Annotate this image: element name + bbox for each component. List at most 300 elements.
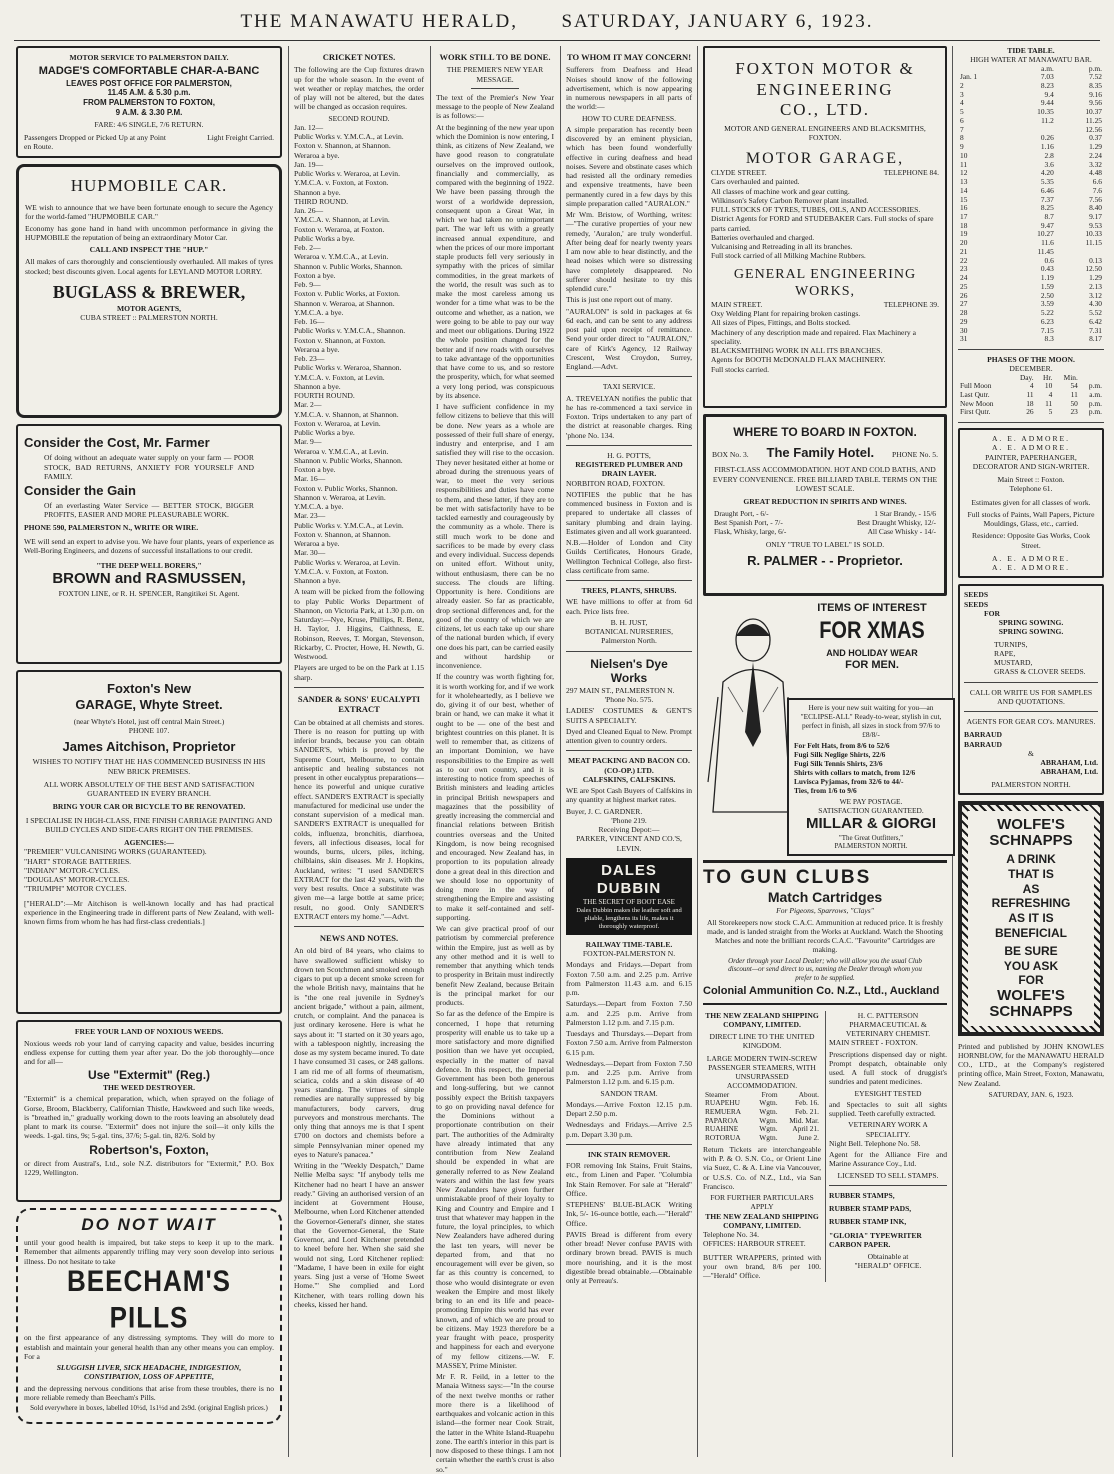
tide-row-cell: 4.30 bbox=[1089, 299, 1102, 309]
colonial-ammunition: Colonial Ammunition Co. N.Z., Ltd., Auckland bbox=[703, 985, 940, 998]
fixture-line: Weraroa a bye. bbox=[294, 150, 340, 160]
tide-row-cell: 9 bbox=[960, 142, 964, 152]
tide-row-cell: 15 bbox=[960, 194, 968, 204]
nielsen-title-1: Nielsen's Dye bbox=[590, 656, 668, 671]
xmas-item: For Felt Hats, from 8/6 to 52/6 bbox=[794, 741, 890, 751]
tide-row bbox=[958, 318, 1104, 327]
seed-items bbox=[964, 640, 1098, 677]
tide-row-cell: 8.7 bbox=[1044, 211, 1054, 221]
wolfe-line-7: BE SURE bbox=[1004, 944, 1058, 959]
tide-row-cell: 20 bbox=[960, 238, 968, 248]
tide-row-cell: 4.48 bbox=[1089, 168, 1102, 178]
tide-row-cell: 0.26 bbox=[1040, 133, 1054, 143]
tide-row bbox=[958, 230, 1104, 239]
tide-row bbox=[958, 108, 1104, 117]
motor-garage-services bbox=[711, 177, 939, 260]
shipping-row-cell: Wgtn. bbox=[759, 1124, 778, 1134]
work-text-6: So far as the defence of the Empire is concerned, I hope that returning prosperity will enable us to take up a more satisfactory and more dignified position than we have yet occupied, especially in the matter of naval defence. In this respect, the Imperial Government has been both generous and long-suffering, but we cannot possibly expect the British taxpayers to go on providing naval defence for the Dominions without a proportionate contribution on their part. The authorities of the Admiralty have already intimated that any contribution from New Zealand should be expended in what are generally referred to as New Zealand waters and within the last few years New Zealanders have given further unmistakable proof of their loyalty to King and Country and Empire and I trust that whatever may happen in the future, the loyal principles, to which New Zealanders have adhered during the last ten years, will never be departed from, and that no encouragement will ever be given, so far as this country is concerned, to those who would disintegrate or even weaken the Empire and most likely bring to an end its life and peace-promoting Empire this world has ever known, and of which we are proud to be citizens. May 1923 therefore be a year fraught with peace, prosperity and happiness for each and everyone of my fellow citizens.—W. F. MASSEY, Prime Minister. bbox=[436, 1009, 554, 1370]
xmas-line-1: ITEMS OF INTEREST bbox=[817, 602, 927, 614]
moon-row-cell: 11 bbox=[1070, 389, 1078, 399]
shipping-row-cell: RUAPEHU bbox=[705, 1098, 740, 1108]
tide-row-cell: 5.52 bbox=[1089, 308, 1102, 318]
tide-row bbox=[958, 178, 1104, 187]
wolfe-line-6: BENEFICIAL bbox=[995, 925, 1067, 940]
garage-service-line: Batteries overhauled and charged. bbox=[711, 232, 815, 242]
tide-row bbox=[958, 327, 1104, 336]
tide-row-cell: 11.45 bbox=[1037, 246, 1054, 256]
gun-order: Order through your Local Dealer; who will allow you the usual Club discount—or send direct to us, naming the Dealer through whom you prefer to be supplied. bbox=[728, 956, 922, 982]
column-2 bbox=[294, 46, 424, 1461]
moon-row-cell: 4 bbox=[1029, 381, 1034, 391]
tide-row bbox=[958, 73, 1104, 82]
foxton-motor-title-1: FOXTON MOTOR & bbox=[735, 59, 915, 78]
column-rule bbox=[430, 46, 431, 1457]
fixture-line: Y.M.C.A. v. Shannon, at Levin. bbox=[294, 215, 390, 225]
fixture-line: Mar. 30— bbox=[294, 548, 326, 558]
tide-table bbox=[958, 65, 1104, 345]
extermit-use: Use "Extermit" (Reg.) bbox=[87, 1068, 211, 1083]
hotel-price-row-cell: Flask, Whisky, large, 6/- bbox=[714, 526, 787, 536]
nielsen-text-1: LADIES' COSTUMES & GENT'S SUITS A SPECIALTY. bbox=[566, 706, 692, 725]
tide-row-cell: 0.6 bbox=[1044, 255, 1054, 265]
dales-dubbin-sub: THE SECRET OF BOOT EASE bbox=[583, 898, 675, 907]
tide-row-cell: 26 bbox=[960, 290, 968, 300]
admore-text-2: Full stocks of Paints, Wall Papers, Picture Mouldings, Glass, etc., carried. bbox=[967, 509, 1095, 529]
tide-row-cell: 9.47 bbox=[1040, 220, 1054, 230]
tide-row-cell: 8.40 bbox=[1089, 203, 1102, 213]
main-street: MAIN STREET. bbox=[711, 299, 763, 309]
tide-row bbox=[958, 213, 1104, 222]
tide-table-sub: HIGH WATER AT MANAWATU BAR. bbox=[970, 55, 1092, 65]
moon-head-cell: Min. bbox=[1063, 372, 1078, 382]
tide-row-cell: 2 bbox=[960, 80, 964, 90]
tide-row-cell: 3 bbox=[960, 89, 964, 99]
moon-row-cell: p.m. bbox=[1088, 407, 1102, 417]
shipping-large: LARGE MODERN TWIN-SCREW PASSENGER STEAMERS, WITH UNSURPASSED ACCOMMODATION. bbox=[706, 1053, 818, 1091]
moon-row bbox=[958, 408, 1104, 417]
admore-ad bbox=[958, 428, 1104, 578]
garage-service-line: All classes of machine work and gear cutting. bbox=[711, 186, 850, 196]
tide-row-cell: 11.2 bbox=[1041, 115, 1054, 125]
where-to-board-title: WHERE TO BOARD IN FOXTON. bbox=[733, 425, 917, 439]
wolfe-line-1: A DRINK bbox=[1006, 852, 1056, 867]
foxton-motor-sub: MOTOR AND GENERAL ENGINEERS AND BLACKSMITHS, FOXTON. bbox=[724, 124, 926, 143]
from-line: FROM PALMERSTON TO FOXTON, bbox=[83, 98, 215, 108]
tide-row bbox=[958, 248, 1104, 257]
fixture-line: Feb. 16— bbox=[294, 317, 325, 327]
garage-service-line: District Agents for FORD and STUDEBAKER Cars. Full stocks of spare parts carried. bbox=[711, 214, 934, 233]
sanders-text: Can be obtained at all chemists and stores. There is no reason for putting up with inferior brands, because you can obtain SANDER'S, which is proved by the Supreme Court, Melbourne, to contain antiseptic and healing substances not present in other eucalyptus preparations—hence its powerful and unique curative effect. SANDER'S EXTRACT is specially manufactured for medicinal use under the constant supervision of a medical man. SANDER'S EXTRACT is unequalled for colds, influenza, bronchitis, diarrhoea, fevers, all infectious diseases, local for wounds, burns, ulcers, piles, itching, chilblains, skin diseases. Mr J. Hopkins, Auckland, writes: "I used SANDER'S EXTRACT for the last 42 years, with the very best results. Once a substitute was given me—a large bottle at same price; result, no good. Only SANDER'S EXTRACT enters my home."—Advt. bbox=[294, 717, 424, 921]
butter-wrappers: BUTTER WRAPPERS, printed with your own brand, 8/6 per 100.—"Herald" Office. bbox=[703, 1252, 821, 1281]
moon-row-cell: 11 bbox=[1026, 389, 1034, 399]
ink-text-3: PAVIS Bread is different from every other bread! Never confuse PAVIS with ordinary brown bread. PAVIS is much more nourishing, and it is the most digestible bread obtainable.—Obtainable only at Perreau's. bbox=[566, 1229, 692, 1285]
hotel-text: FIRST-CLASS ACCOMMODATION. HOT AND COLD BATHS, AND EVERY CONVENIENCE. FREE BILLIARD TABLE. TERMS ON THE LOWEST SCALE. bbox=[712, 465, 938, 493]
fixture-line: Public Works a bye. bbox=[294, 428, 355, 438]
wolfe-line-2: THAT IS bbox=[1008, 867, 1054, 882]
tide-row-cell: 7.37 bbox=[1040, 194, 1054, 204]
gloria-carbon: "GLORIA" TYPEWRITER CARBON PAPER. bbox=[829, 1230, 922, 1249]
tide-row-cell: 5 bbox=[960, 107, 964, 117]
deafness-text-5: "AURALON" is sold in packages at 6s 6d each, and can be sent to any address post paid upon receipt of remittance. Send your order direct to "AURALON," care of Kirk's Agency, 12 Railway Crescent, West Croydon, Surrey, England.—Advt. bbox=[566, 306, 692, 372]
tide-row-cell: 8.35 bbox=[1089, 80, 1102, 90]
work-text-7: Mr F. R. Feild, in a letter to the Manaia Witness says:—"In the course of the next twelve months or rather more there is a likelihood of earthquakes and volcanic action in this island—the former near Cook Strait, the latter in the White Island-Ruapehu zone. The earth's interior in this part is now disposed to these things. I am not certain whether the earth's crust is also so." bbox=[436, 1372, 554, 1474]
tide-row-cell: 21 bbox=[960, 246, 968, 256]
engineering-service-line: Machinery of any description made and repaired. Flax Machinery a speciality. bbox=[711, 327, 916, 346]
moon-row-cell: a.m. bbox=[1089, 389, 1102, 399]
seeds-1: SEEDS bbox=[964, 590, 989, 600]
gentleman-illustration bbox=[703, 612, 793, 812]
masthead-date: SATURDAY, JANUARY 6, 1923. bbox=[561, 11, 874, 32]
moon-head-cell: Day. bbox=[1019, 372, 1034, 382]
admore-name-4: A. E. ADMORE. bbox=[991, 563, 1071, 573]
true-to-label: ONLY "TRUE TO LABEL" IS SOLD. bbox=[765, 539, 885, 549]
moon-table bbox=[958, 374, 1104, 418]
tide-row-cell: 18 bbox=[960, 220, 968, 230]
farmer-title: Consider the Cost, Mr. Farmer bbox=[24, 435, 210, 451]
deafness-text-4: This is just one report out of many. bbox=[566, 295, 673, 305]
alliance-agent: Agent for the Alliance Fire and Marine Assurance Coy., Ltd. bbox=[829, 1150, 947, 1169]
farmer-text-3: WE will send an expert to advise you. We have four plants, years of experience as Well-Boring Engineers, and dozens of successful installations to our credit. bbox=[24, 536, 274, 555]
hupmobile-text-3: All makes of cars thoroughly and conscientiously overhauled. All makes of tyres stocked; best discounts given. Local agents for LEYLAND MOTOR LORRY. bbox=[25, 257, 273, 276]
ink-text-1: FOR removing Ink Stains, Fruit Stains, etc., from Linen and Paper. "Columbia Ink Stain Remover. For sale at "Herald" Office. bbox=[566, 1161, 692, 1198]
cricket-second-round: SECOND ROUND. bbox=[328, 113, 390, 123]
railway-text-6: Wednesdays and Fridays.—Arrive 2.5 p.m. Depart 3.30 p.m. bbox=[566, 1120, 692, 1139]
shipping-row-cell: ROTORUA bbox=[705, 1133, 741, 1143]
fixture-line: Jan. 19— bbox=[294, 159, 324, 169]
fixture-line: THIRD ROUND. bbox=[294, 196, 348, 206]
tide-row bbox=[958, 134, 1104, 143]
shipping-row-cell: REMUERA bbox=[705, 1106, 742, 1116]
hupmobile-call: CALL AND INSPECT THE "HUP." bbox=[89, 245, 209, 255]
wolfes-brand-2: WOLFE'S SCHNAPPS bbox=[989, 987, 1073, 1020]
ink-text-2: STEPHENS' BLUE-BLACK Writing Ink, 5/- 16-ounce bottle, each.—"Herald" Office. bbox=[566, 1200, 692, 1228]
fixture-line: Weraroa v. Y.M.C.A., at Levin. bbox=[294, 252, 389, 262]
garage-service-line: Cars overhauled and painted. bbox=[711, 177, 800, 187]
trees-text: WE have millions to offer at from 6d each. Price lists free. bbox=[566, 597, 692, 616]
moon-row-cell: p.m. bbox=[1088, 398, 1102, 408]
tide-row bbox=[958, 187, 1104, 196]
garage-service-line: Full stock carried of all Milking Machine Rubbers. bbox=[711, 251, 866, 261]
xmas-item: Fugi Silk Tennis Shirts, 23/6 bbox=[794, 759, 883, 769]
shipping-row-cell: June 2. bbox=[798, 1133, 819, 1143]
garage-text-4: I SPECIALISE IN HIGH-CLASS, FINE FINISH CARRIAGE PAINTING AND BUILD CYCLES AND SIDE-CARS RIGHT ON THE PREMISES. bbox=[25, 815, 273, 834]
family-hotel-name: The Family Hotel. bbox=[766, 444, 875, 460]
wolfes-schnapps-ad bbox=[958, 801, 1104, 1036]
garage-text-1: WISHES TO NOTIFY THAT HE HAS COMMENCED BUSINESS IN HIS NEW BRICK PREMISES. bbox=[32, 757, 266, 776]
garage-telephone: TELEPHONE 84. bbox=[883, 168, 939, 178]
shipping-row bbox=[703, 1134, 821, 1143]
tide-row-cell: 9.53 bbox=[1089, 220, 1102, 230]
tide-row-cell: 7 bbox=[960, 124, 964, 134]
fixture-line: Feb. 2— bbox=[294, 243, 321, 253]
extermit-ad bbox=[16, 1020, 282, 1202]
fixture-line: Foxton a bye. bbox=[294, 465, 336, 475]
garage-service-line: Wilkinson's Safety Carbon Remover plant installed. bbox=[711, 195, 869, 205]
beecham-text-3: and the depressing nervous conditions that arise from these troubles, there is no more reliable remedy than Beecham's Pills. bbox=[24, 1383, 274, 1402]
seeds-call: CALL OR WRITE US FOR SAMPLES AND QUOTATIONS. bbox=[969, 687, 1093, 706]
moon-row-cell: p.m. bbox=[1088, 381, 1102, 391]
fixture-line: Shannon a bye. bbox=[294, 576, 341, 586]
nielsen-title-2: Works bbox=[610, 671, 648, 686]
hotel-price-table bbox=[712, 510, 938, 536]
deep-well-borers: "THE DEEP WELL BORERS," bbox=[96, 561, 202, 571]
fixture-line: Public Works v. Weraroa, at Levin. bbox=[294, 557, 400, 567]
railway-sub: FOXTON-PALMERSTON N. bbox=[582, 949, 676, 958]
seeds-addr: PALMERSTON NORTH. bbox=[991, 779, 1071, 789]
tide-row bbox=[958, 292, 1104, 301]
tide-row-cell: 6.6 bbox=[1092, 177, 1102, 187]
work-text-4: If the country was worth fighting for, it is worth working for, and if we work for it wholeheartedly, as I believe we do, giving it of our best, whether of brain or hand, we can make it what it ought to be — one of the best and brightest countries on this planet. It is well to remember that, as citizens of an important Dominion, we have responsibilities to the Empire as well as to our own country, and it is interesting to notice from speeches of British ministers and leading articles in principal British newspapers and magazines that the possibility of greatly increasing the commercial and financial relations between British countries overseas and the United Kingdom, is now being recognised and encouraged. New Zealand has, in proportion to its population already done a great deal in this direction and we should lose no opportunity of doing more in the way of strengthening the Empire and assisting to make it self-contained and self-supporting. bbox=[436, 672, 555, 922]
hotel-phone: PHONE No. 5. bbox=[891, 449, 938, 459]
tide-row-cell: 11.25 bbox=[1085, 115, 1102, 125]
tide-row-cell: 1.29 bbox=[1089, 273, 1102, 283]
vet-work: VETERINARY WORK A SPECIALITY. bbox=[848, 1120, 928, 1139]
garage-phone: PHONE 107. bbox=[128, 726, 170, 736]
sanders-title: SANDER & SONS' EUCALYPTI EXTRACT bbox=[297, 693, 421, 715]
calfskins: CALFSKINS, CALFSKINS. bbox=[582, 774, 676, 784]
shipping-direct: DIRECT LINE TO THE UNITED KINGDOM. bbox=[709, 1032, 815, 1051]
moon-row-cell: 50 bbox=[1070, 398, 1078, 408]
tide-row-cell: 11 bbox=[960, 159, 968, 169]
fixture-line: Weraroa a bye. bbox=[294, 539, 340, 549]
tide-row-cell: 7.6 bbox=[1092, 185, 1102, 195]
tide-row-cell: 8.25 bbox=[1040, 203, 1054, 213]
moon-row-cell: 26 bbox=[1026, 407, 1034, 417]
we-pay-postage: WE PAY POSTAGE. bbox=[839, 797, 903, 807]
work-text-1: The text of the Premier's New Year message to the people of New Zealand is as follows:— bbox=[436, 92, 554, 121]
work-title: WORK STILL TO BE DONE. bbox=[439, 52, 551, 62]
foxton-motor-title-3: CO., LTD. bbox=[779, 100, 871, 120]
wolfe-line-9: FOR bbox=[1018, 973, 1044, 988]
xmas-suit-text: Here is your new suit waiting for you—an "ECLIPSE-ALL" Ready-to-wear, stylish in cut, perfect in finish, all sizes in stock from 97/6 to £8/8/- bbox=[800, 703, 942, 740]
tide-row-cell: 3.32 bbox=[1089, 159, 1102, 169]
family-hotel-ad bbox=[703, 414, 947, 596]
fixture-line: Mar. 9— bbox=[294, 437, 322, 447]
railway-text-3: Tuesdays and Thursdays.—Depart from Foxton 7.50 a.m. Arrive from Palmerston 6.15 p.m. bbox=[566, 1029, 692, 1057]
seeds-agents: AGENTS FOR GEAR CO's. MANURES. bbox=[966, 717, 1096, 727]
fixture-line: Mar. 2— bbox=[294, 400, 322, 410]
nielsen-addr: 297 MAIN ST., PALMERSTON N. bbox=[566, 685, 675, 695]
whyte-street-garage-ad bbox=[16, 670, 282, 1014]
potts-addr: NORBITON ROAD, FOXTON. bbox=[566, 478, 665, 488]
moon-head-cell: Hr. bbox=[1043, 372, 1053, 382]
trees-title: TREES, PLANTS, SHRUBS. bbox=[581, 586, 677, 596]
moon-row-cell: 18 bbox=[1026, 398, 1034, 408]
tide-row bbox=[958, 309, 1104, 318]
tide-row-cell: 8 bbox=[960, 133, 964, 143]
tide-row bbox=[958, 143, 1104, 152]
potts-text-2: N.B.—Holder of London and City Guilds Certificates, Honours Grade, Wellington Technical College, also first-class certificate from same. bbox=[566, 538, 692, 575]
taxi-text: A. TREVELYAN notifies the public that he has re-commenced a taxi service in Foxton. Trips undertaken to any part of the district at reasonable charges. Ring 'phone No. 134. bbox=[566, 393, 692, 440]
garage-service-line: FULL STOCKS OF TYRES, TUBES, OILS, AND ACCESSORIES. bbox=[711, 205, 921, 215]
imprint-text: Printed and published by JOHN KNOWLES HORNBLOW, for the MANAWATU HERALD CO., LTD., at the Company's registered printing office, Main Street, Foxton, Manawatu, New Zealand. bbox=[958, 1041, 1105, 1088]
tide-row-cell: Jan. 1 bbox=[960, 72, 978, 82]
admore-tel: Telephone 61. bbox=[1009, 484, 1053, 494]
nielsen-text-2: Dyed and Cleaned Equal to New. Prompt attention given to country orders. bbox=[566, 726, 692, 746]
tide-row-cell: 7.52 bbox=[1089, 72, 1102, 82]
work-text-5: We can give practical proof of our patriotism by commercial preference within the Empire, just as well as by any other method and it is well to remember that anything which tends to prosperity in Britain must indirectly benefit New Zealand, because Britain is the principal market for our products. bbox=[436, 924, 554, 1008]
fixture-line: Foxton v. Public Works, at Foxton. bbox=[294, 289, 400, 299]
moon-row-cell: 54 bbox=[1070, 381, 1078, 391]
hupmobile-text-2: Economy has gone hand in hand with uncommon performance in giving the HUPMOBILE the reputation of being an extraordinary Motor Car. bbox=[25, 223, 273, 242]
beecham-list-2: CONSTIPATION, LOSS OF APPETITE, bbox=[83, 1372, 215, 1382]
departure-times-2: 9 A.M. & 3.30 P.M. bbox=[115, 107, 183, 117]
fixture-line: Weraroa v. Y.M.C.A., at Levin. bbox=[294, 446, 389, 456]
shipping-row-cell: Feb. 16. bbox=[794, 1098, 819, 1108]
meat-depot-2: PARKER, VINCENT AND CO.'S, LEVIN. bbox=[576, 834, 682, 853]
moon-title: PHASES OF THE MOON. bbox=[987, 355, 1075, 364]
moon-row-cell: 11 bbox=[1045, 398, 1053, 408]
fixture-line: Public Works v. Y.M.C.A., Shannon. bbox=[294, 326, 406, 336]
great-outfitters: "The Great Outfitters," bbox=[838, 833, 904, 842]
fixture-line: Foxton v. Public Works, Shannon. bbox=[294, 483, 398, 493]
moon-row-cell: 10 bbox=[1044, 381, 1053, 391]
hotel-price-row-cell: Best Spanish Port, - 7/- bbox=[714, 518, 783, 528]
tide-row-cell: 12 bbox=[960, 168, 968, 178]
freight-note: Light Freight Carried. bbox=[207, 132, 274, 142]
fixture-line: Foxton v. Weraroa, at Foxton. bbox=[294, 224, 385, 234]
weeds-text-2: "Extermit" is a chemical preparation, which, when sprayed on the foliage of Gorse, Broom, Blackberry, Californian Thistle, Hawkweed and such like weeds, is "breathed in," gradually working down to the roots leaving an absolutely dead plant to mark its course. "Extermit" does not injure the soil—it only kills the weeds. 1-gal. tins, 9s; 5-gal. tins, 37/6; 5-gal. tin, 82/6. Sold by bbox=[24, 1094, 274, 1141]
fixture-line: Public Works v. Weraroa, at Levin. bbox=[294, 169, 400, 179]
farmer-text-2: Of an everlasting Water Service — BETTER STOCK, BIGGER PROFITS, EASIER AND MORE PLEASURABLE WORK. bbox=[44, 500, 254, 520]
tide-row bbox=[958, 335, 1104, 344]
railway-text-4: Wednesdays.—Depart from Foxton 7.50 p.m. and 2.25 p.m. Arrive from Palmerston 1.12 p.m. and 6.15 p.m. bbox=[566, 1058, 692, 1087]
tide-row-cell: 0.13 bbox=[1089, 255, 1102, 265]
xmas-item: Fugi Silk Neglige Shirts, 22/6 bbox=[794, 750, 886, 760]
agency-item: "DOUGLAS" MOTOR-CYCLES. bbox=[24, 875, 130, 885]
millar-giorgi-addr: PALMERSTON NORTH. bbox=[834, 842, 908, 851]
garage-proprietor: James Aitchison, Proprietor bbox=[62, 738, 236, 754]
tide-row bbox=[958, 99, 1104, 108]
beecham-list-1: SLUGGISH LIVER, SICK HEADACHE, INDIGESTION, bbox=[56, 1363, 242, 1373]
tide-row-cell: 9.56 bbox=[1089, 98, 1102, 108]
hotel-price-row bbox=[712, 528, 938, 537]
hotel-price-row-cell: Best Draught Whisky, 12/- bbox=[856, 518, 936, 528]
tide-row-cell: 0.37 bbox=[1089, 133, 1102, 143]
millar-giorgi-ad bbox=[703, 602, 947, 854]
tide-row bbox=[958, 283, 1104, 292]
seed-item: RAPE, bbox=[994, 648, 1016, 658]
tide-row-cell: 17 bbox=[960, 211, 968, 221]
tide-row-cell: 1.16 bbox=[1040, 142, 1054, 152]
fixture-line: Weraroa a bye. bbox=[294, 344, 340, 354]
do-not-wait-title: DO NOT WAIT bbox=[81, 1215, 217, 1235]
char-a-banc-name: MADGE'S COMFORTABLE CHAR-A-BANC bbox=[38, 65, 260, 78]
moon-row-cell: 5 bbox=[1048, 407, 1053, 417]
hupmobile-text-1: WE wish to announce that we have been fortunate enough to secure the Agency for the world-famed "HUPMOBILE CAR." bbox=[25, 203, 273, 222]
engineering-service-line: Full stocks carried. bbox=[711, 364, 769, 374]
spring-sowing-2: SPRING SOWING. bbox=[998, 627, 1064, 637]
tide-row bbox=[958, 152, 1104, 161]
gun-clubs-title: TO GUN CLUBS bbox=[703, 867, 872, 888]
tide-row-cell: 0.43 bbox=[1040, 264, 1054, 274]
tide-row-cell: 6.42 bbox=[1089, 316, 1102, 326]
xmas-item: Ties, from 1/6 to 9/6 bbox=[794, 786, 857, 796]
weeds-title: FREE YOUR LAND OF NOXIOUS WEEDS. bbox=[74, 1027, 224, 1037]
moon-month: DECEMBER. bbox=[1009, 364, 1053, 374]
column-6 bbox=[958, 46, 1104, 1461]
moon-row-cell: Full Moon bbox=[960, 381, 992, 391]
hupmobile-title: HUPMOBILE CAR. bbox=[70, 176, 228, 196]
barraud-1: BARRAUD bbox=[964, 730, 1002, 740]
trees-firm: BOTANICAL NURSERIES, bbox=[584, 627, 674, 637]
trees-addr: Palmerston North. bbox=[601, 636, 657, 646]
tide-row bbox=[958, 161, 1104, 170]
cricket-notes-title: CRICKET NOTES. bbox=[322, 52, 396, 62]
tide-row bbox=[958, 126, 1104, 135]
admore-name-3: A. E. ADMORE. bbox=[991, 553, 1071, 563]
barraud-2: BARRAUD bbox=[964, 739, 1002, 749]
tide-row-cell: 23 bbox=[960, 264, 968, 274]
gun-text: All Storekeepers now stock C.A.C. Ammunition at reduced price. It is freshly made, and is landed straight from the Works at Auckland. Watch the Shooting Matches and note the brilliant records C.A.C. "Favourite" Cartridges are making. bbox=[707, 917, 943, 955]
shipping-table bbox=[703, 1091, 821, 1143]
abraham-2: ABRAHAM, Ltd. bbox=[1040, 767, 1098, 777]
tide-row-cell: 8.3 bbox=[1044, 334, 1054, 344]
potts-name: H. G. POTTS, bbox=[607, 450, 651, 460]
hotel-price-row-cell: Draught Port, - 6/- bbox=[714, 509, 769, 519]
departure-times-1: 11.45 A.M. & 5.30 p.m. bbox=[107, 88, 191, 98]
moon-row-cell: 4 bbox=[1048, 389, 1053, 399]
tide-row-cell: 10.27 bbox=[1037, 229, 1054, 239]
tide-row-cell: 12.56 bbox=[1085, 124, 1102, 134]
tide-row bbox=[958, 82, 1104, 91]
tide-row-cell: 30 bbox=[960, 325, 968, 335]
gain-title: Consider the Gain bbox=[24, 483, 136, 499]
garage-service-line: Vulcanising and Retreading in all its branches. bbox=[711, 242, 853, 252]
fixture-line: Foxton a bye. bbox=[294, 270, 336, 280]
tide-row-cell: 10.35 bbox=[1037, 107, 1054, 117]
admore-res: Residence: Opposite Gas Works, Cook Street. bbox=[972, 531, 1090, 550]
admore-street: Main Street :: Foxton. bbox=[997, 475, 1065, 485]
tide-row-cell: 5.22 bbox=[1040, 308, 1054, 318]
deafness-title: TO WHOM IT MAY CONCERN! bbox=[566, 52, 692, 62]
foxton-motor-title-2: ENGINEERING bbox=[756, 79, 894, 99]
nielsen-phone: 'Phone No. 575. bbox=[604, 695, 654, 705]
hotel-box: BOX No. 3. bbox=[712, 449, 749, 459]
fixture-line: FOURTH ROUND. bbox=[294, 391, 355, 401]
tide-row-cell: 3.6 bbox=[1044, 159, 1054, 169]
taxi-title: TAXI SERVICE. bbox=[602, 382, 656, 392]
shipping-tel: Telephone No. 34. bbox=[703, 1230, 759, 1240]
news-text-2: Writing in the "Weekly Despatch," Dame Nellie Melba says: "If anybody tells me Kitchener had no heart I have an answer ready." Giving an authorised version of an incident at Government House, Melbourne, when Lord Kitchener attended the Governor-General's dinner, she states that the Governor-General, the State Governor, and Lord Kitchener pretended to kneel before her. When she said she would not sing, Lord Kitchener replied: "Madame, I have been in exile for eight years. Sing just a verse of 'Home Sweet Home.'" She complied and Lord Kitchener, with tears rolling down his cheeks, kissed her hand. bbox=[294, 1161, 424, 1309]
hotel-price-row-cell: All Case Whisky - 14/- bbox=[867, 526, 936, 536]
tide-row-cell: 1.59 bbox=[1040, 281, 1054, 291]
masthead-rule bbox=[14, 40, 1100, 41]
fixture-line: Y.M.C.A. v. Foxton, at Foxton. bbox=[294, 566, 389, 576]
wolfe-line-4: REFRESHING bbox=[991, 896, 1071, 911]
sandon-tram: SANDON TRAM. bbox=[600, 1088, 658, 1098]
fixture-line: Jan. 26— bbox=[294, 206, 324, 216]
shipping-further: FOR FURTHER PARTICULARS APPLY bbox=[710, 1193, 814, 1212]
fixture-line: Feb. 23— bbox=[294, 354, 325, 364]
shipping-firm: THE NEW ZEALAND SHIPPING COMPANY, LIMITED. bbox=[705, 1211, 819, 1230]
ink-title: INK STAIN REMOVER. bbox=[587, 1149, 671, 1159]
xmas-items bbox=[794, 741, 948, 795]
engineering-service-line: Oxy Welding Plant for repairing broken castings. bbox=[711, 309, 861, 319]
patterson-text-1: Prescriptions dispensed day or night. Prompt despatch, obtainable only used. A full stock of druggist's sundries and patent medicines. bbox=[829, 1049, 947, 1087]
seed-item: GRASS & CLOVER SEEDS. bbox=[994, 667, 1086, 677]
seeds-ad bbox=[958, 584, 1104, 795]
cricket-intro: The following are the Cup fixtures drawn up for the whole season. In the event of wet weather or replay matches, the order of play will not be altered, but the dates will be changed as occasion requires. bbox=[294, 65, 424, 112]
tide-row-cell: 6 bbox=[960, 115, 964, 125]
spring-sowing-1: SPRING SOWING. bbox=[998, 618, 1064, 628]
dales-dubbin-ad bbox=[566, 858, 692, 935]
garage-near: (near Whyte's Hotel, just off central Main Street.) bbox=[73, 717, 225, 727]
trees-name: B. H. JUST, bbox=[610, 617, 648, 627]
garage-text-2: ALL WORK ABSOLUTELY OF THE BEST AND SATISFACTION GUARANTEED IN EVERY BRANCH. bbox=[43, 779, 255, 799]
hupmobile-ad bbox=[16, 164, 282, 418]
engineering-works-title: GENERAL ENGINEERING WORKS, bbox=[733, 266, 917, 299]
